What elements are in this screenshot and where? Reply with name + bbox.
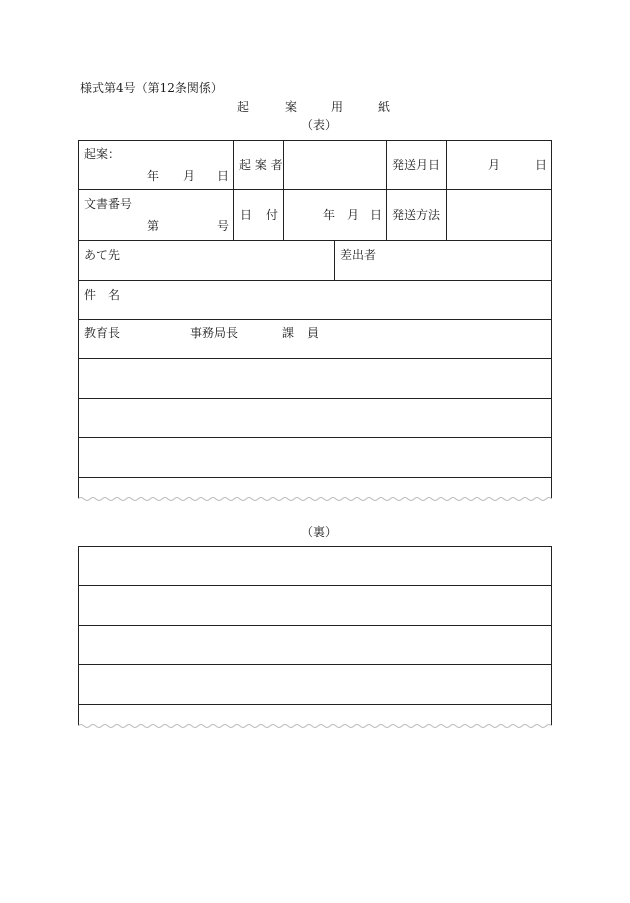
front-label: （表） <box>301 118 338 132</box>
hizuke-label-2: 付 <box>266 208 279 222</box>
kiansha-label: 起 案 者 <box>239 158 283 172</box>
bunsho-gou: 号 <box>217 219 230 233</box>
title-char: 起 <box>237 100 250 114</box>
bunsho-label: 文書番号 <box>84 197 133 211</box>
title-char: 用 <box>331 100 344 114</box>
kian-date-year: 年 <box>147 169 160 183</box>
title-char: 紙 <box>378 100 391 114</box>
hassou-date-label: 発送月日 <box>392 158 441 172</box>
hizuke-year: 年 <box>323 208 336 222</box>
kian-label: 起案： <box>84 147 121 161</box>
form-number: 様式第4号（第12条関係） <box>80 81 223 95</box>
hizuke-day: 日 <box>370 208 383 222</box>
jimukyokuchou-label: 事務局長 <box>190 326 239 340</box>
hizuke-month: 月 <box>347 208 360 222</box>
back-label: （裏） <box>301 525 338 539</box>
sashidashi-label: 差出者 <box>340 248 377 262</box>
atesaki-label: あて先 <box>84 248 121 262</box>
in-label: 員 <box>307 326 320 340</box>
kyouikuchou-label: 教育長 <box>84 326 121 340</box>
hassou-day: 日 <box>535 158 548 172</box>
ka-label: 課 <box>282 326 295 340</box>
torn-edge-divider <box>78 723 552 729</box>
torn-edge-divider <box>78 496 552 502</box>
hassou-month: 月 <box>488 158 501 172</box>
title-char: 案 <box>285 100 298 114</box>
kenmei-label-1: 件 <box>84 288 97 302</box>
bunsho-dai: 第 <box>147 219 160 233</box>
hizuke-label-1: 日 <box>240 208 253 222</box>
hassou-method-label: 発送方法 <box>392 208 441 222</box>
kenmei-label-2: 名 <box>108 288 121 302</box>
kian-date-day: 日 <box>217 169 230 183</box>
kian-date-month: 月 <box>183 169 196 183</box>
